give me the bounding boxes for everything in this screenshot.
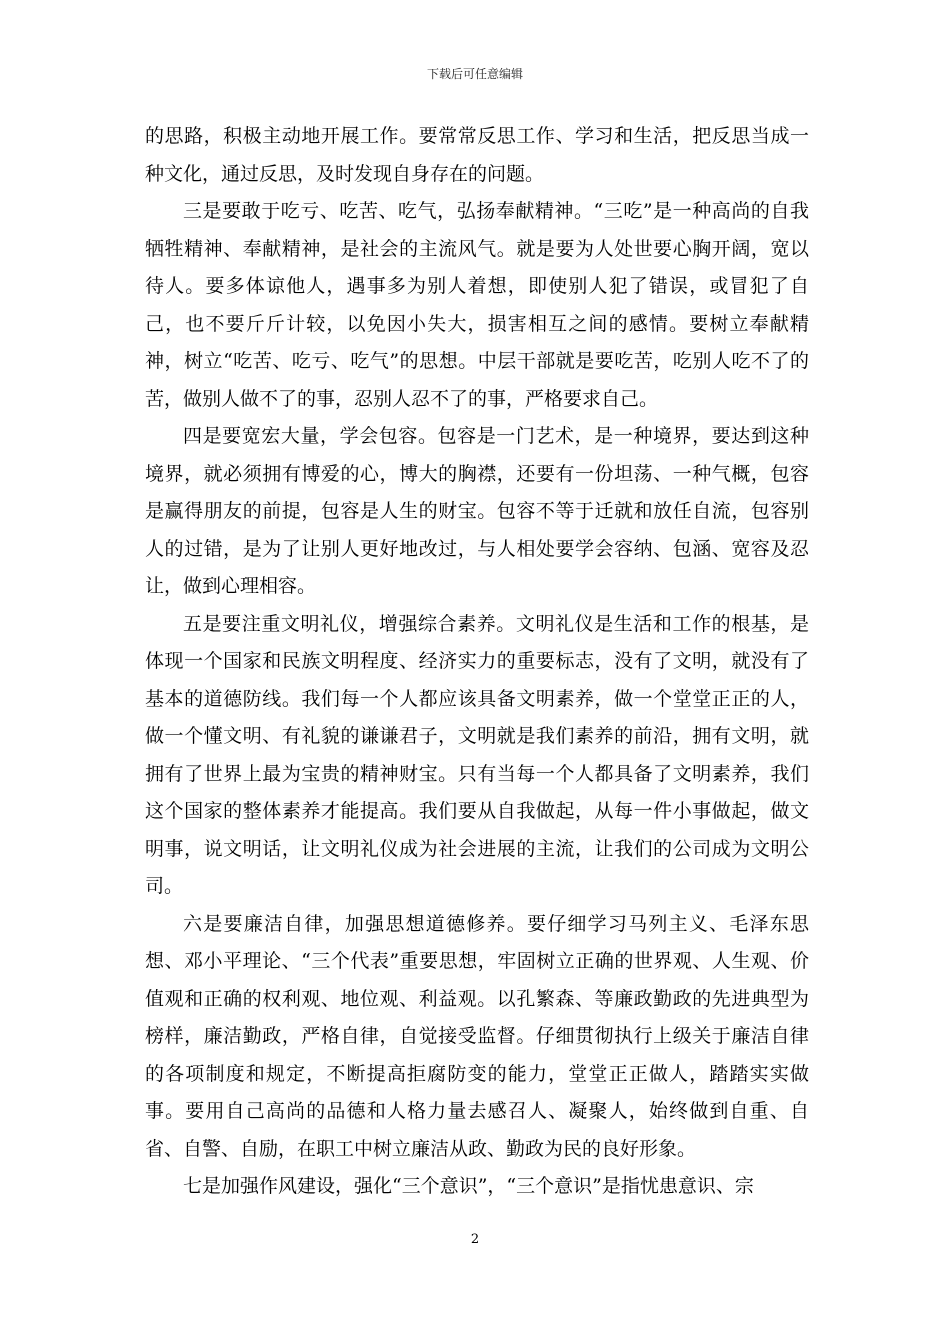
paragraph-point-seven: 七是加强作风建设，强化“三个意识”，“三个意识”是指忧患意识、宗 [183,1175,754,1197]
paragraph-point-four: 四是要宽宏大量，学会包容。包容是一门艺术，是一种境界，要达到这种境界，就必须拥有博爱的心，博大的胸襟，还要有一份坦荡、一种气概，包容是赢得朋友的前提，包容是人生的财宝。包容不等于迁就和放任自流，包容别人的过错，是为了让别人更好地改过，与人相处要学会容纳、包涵、宽容及忍让，做到心理相容。 [145,425,809,597]
page-header: 下载后可任意编辑 [426,67,523,81]
paragraph-point-five: 五是要注重文明礼仪，增强综合素养。文明礼仪是生活和工作的根基，是体现一个国家和民族文明程度、经济实力的重要标志，没有了文明，就没有了基本的道德防线。我们每一个人都应该具备文明素养，做一个堂堂正正的人，做一个懂文明、有礼貌的谦谦君子，文明就是我们素养的前沿，拥有文明，就拥有了世界上最为宝贵的精神财宝。只有当每一个人都具备了文明素养，我们这个国家的整体素养才能提高。我们要从自我做起，从每一件小事做起，做文明事，说文明话，让文明礼仪成为社会进展的主流，让我们的公司成为文明公司。 [145,612,809,897]
document-body [145,118,809,1206]
paragraph-continuation: 的思路，积极主动地开展工作。要常常反思工作、学习和生活，把反思当成一种文化，通过反思，及时发现自身存在的问题。 [145,125,809,185]
paragraph-point-six: 六是要廉洁自律，加强思想道德修养。要仔细学习马列主义、毛泽东思想、邓小平理论、“三个代表”重要思想，牢固树立正确的世界观、人生观、价值观和正确的权利观、地位观、利益观。以孔繁森、等廉政勤政的先进典型为榜样，廉洁勤政，严格自律，自觉接受监督。仔细贯彻执行上级关于廉洁自律的各项制度和规定，不断提高拒腐防变的能力，堂堂正正做人，踏踏实实做事。要用自己高尚的品德和人格力量去感召人、凝聚人，始终做到自重、自省、自警、自励，在职工中树立廉洁从政、勤政为民的良好形象。 [145,912,809,1160]
page-number: 2 [470,1232,480,1247]
paragraph-point-three: 三是要敢于吃亏、吃苦、吃气，弘扬奉献精神。“三吃”是一种高尚的自我牺牲精神、奉献精神，是社会的主流风气。就是要为人处世要心胸开阔，宽以待人。要多体谅他人，遇事多为别人着想，即使别人犯了错误，或冒犯了自己，也不要斤斤计较，以免因小失大，损害相互之间的感情。要树立奉献精神，树立“吃苦、吃亏、吃气”的思想。中层干部就是要吃苦，吃别人吃不了的苦，做别人做不了的事，忍别人忍不了的事，严格要求自己。 [145,200,809,410]
